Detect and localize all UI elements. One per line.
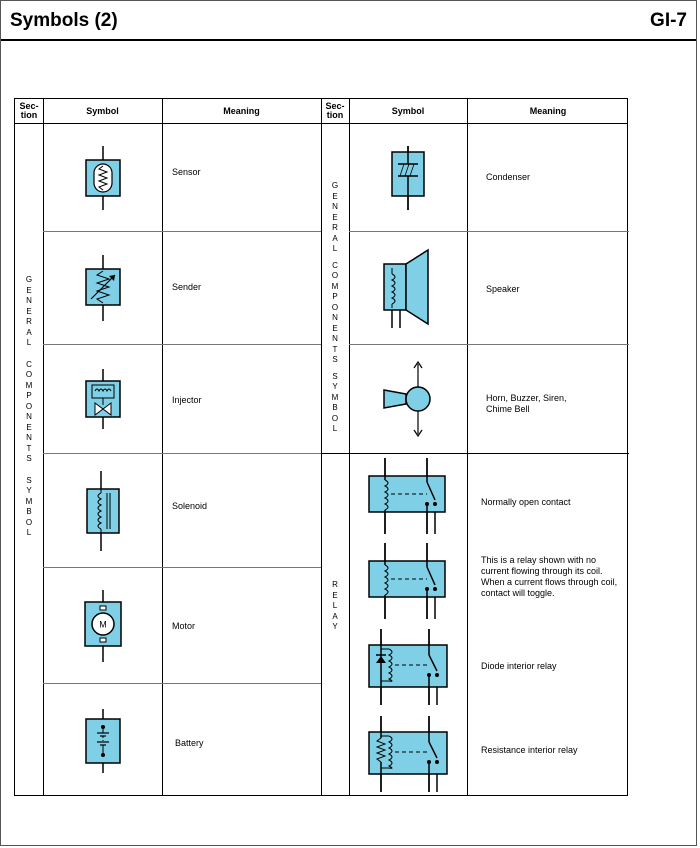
relay-normally-open-icon	[349, 454, 467, 538]
section-letter: G	[331, 181, 339, 190]
section-letter: M	[25, 380, 33, 390]
motor-icon	[43, 568, 162, 683]
section-letter: L	[332, 244, 338, 253]
section-letter: L	[332, 601, 338, 610]
section-letter: E	[332, 590, 338, 600]
header-rule	[1, 39, 696, 41]
section-letter: S	[26, 454, 32, 463]
section-letter: N	[26, 433, 32, 442]
table-divider	[162, 99, 163, 795]
section-letter: T	[332, 344, 338, 354]
section-letter: N	[26, 412, 32, 421]
section-letter: L	[26, 528, 32, 537]
section-letter: T	[26, 443, 32, 453]
battery-icon	[43, 684, 162, 797]
sender-icon	[43, 232, 162, 344]
section-letter: A	[332, 233, 338, 243]
section-letter: L	[26, 338, 32, 347]
section-letter: C	[332, 260, 338, 270]
meaning-relay-no-current: This is a relay shown with no current flowing through its coil. When a current flows through coil, contact will toggle.	[481, 555, 618, 598]
page-header	[1, 1, 696, 41]
section-letter: C	[26, 359, 32, 369]
section-letter: B	[332, 403, 338, 412]
section-letter: P	[26, 391, 32, 400]
section-letter: R	[332, 580, 338, 589]
page-title: Symbols (2)	[10, 10, 118, 31]
meaning-sensor: Sensor	[172, 166, 201, 177]
section-letter: E	[26, 306, 32, 316]
section-letter: A	[332, 611, 338, 621]
meaning-battery: Battery	[175, 737, 204, 748]
section-letter: E	[26, 422, 32, 432]
meaning-injector: Injector	[172, 394, 202, 405]
speaker-icon	[349, 232, 467, 344]
meaning-condenser: Condenser	[486, 171, 531, 182]
section-letter: P	[332, 292, 338, 301]
header-section: Sec-tion	[325, 101, 345, 120]
section-letter: N	[332, 202, 338, 211]
meaning-diode-relay: Diode interior relay	[481, 660, 557, 671]
section-letter: R	[26, 317, 32, 326]
section-letter: A	[26, 327, 32, 337]
section-letter: O	[331, 302, 339, 312]
resistance-relay-icon	[349, 711, 467, 797]
section-letter: M	[25, 496, 33, 506]
section-letter: M	[331, 281, 339, 291]
header-symbol: Symbol	[86, 105, 119, 116]
horn-icon	[349, 345, 467, 453]
table-divider	[321, 99, 322, 795]
motor-letter: M	[98, 619, 107, 629]
meaning-resistance-relay: Resistance interior relay	[481, 744, 578, 755]
section-letter: O	[331, 271, 339, 280]
section-label-general-components	[325, 181, 345, 435]
header-meaning: Meaning	[529, 105, 567, 116]
section-letter: G	[25, 275, 33, 284]
section-letter: N	[26, 296, 32, 305]
section-letter: R	[332, 223, 338, 232]
section-letter: Y	[332, 382, 338, 391]
meaning-motor: Motor	[172, 620, 196, 631]
page-code: GI-7	[650, 10, 687, 31]
section-letter: O	[331, 413, 339, 423]
header-meaning: Meaning	[223, 105, 260, 116]
diode-relay-icon	[349, 624, 467, 710]
condenser-icon	[349, 124, 467, 231]
section-letter: S	[332, 355, 338, 364]
meaning-solenoid: Solenoid	[172, 500, 208, 511]
section-letter: O	[25, 370, 33, 379]
section-letter: B	[26, 507, 32, 516]
section-letter: N	[332, 313, 338, 322]
section-letter: O	[25, 401, 33, 411]
section-letter: E	[26, 285, 32, 295]
sensor-icon	[43, 124, 162, 231]
section-letter: E	[332, 323, 338, 333]
section-letter: M	[331, 392, 339, 402]
section-letter: E	[332, 212, 338, 222]
meaning-sender: Sender	[172, 281, 202, 292]
section-label-general-components	[19, 275, 39, 539]
symbols-table	[14, 98, 628, 796]
section-letter: E	[332, 191, 338, 201]
section-letter: O	[25, 517, 33, 527]
section-letter: S	[332, 371, 338, 381]
meaning-speaker: Speaker	[486, 283, 520, 294]
solenoid-icon	[43, 454, 162, 567]
header-section: Sec-tion	[19, 101, 39, 120]
header-symbol: Symbol	[391, 105, 425, 116]
section-letter: S	[26, 475, 32, 485]
section-letter: L	[332, 424, 338, 433]
meaning-horn: Horn, Buzzer, Siren, Chime Bell	[486, 393, 567, 414]
section-letter: N	[332, 334, 338, 343]
section-letter: Y	[26, 486, 32, 495]
section-letter: Y	[332, 622, 338, 631]
section-label-relay	[325, 580, 345, 633]
meaning-normally-open: Normally open contact	[481, 496, 571, 507]
relay-no-current-icon	[349, 539, 467, 623]
injector-icon	[43, 345, 162, 453]
table-divider	[467, 99, 468, 795]
